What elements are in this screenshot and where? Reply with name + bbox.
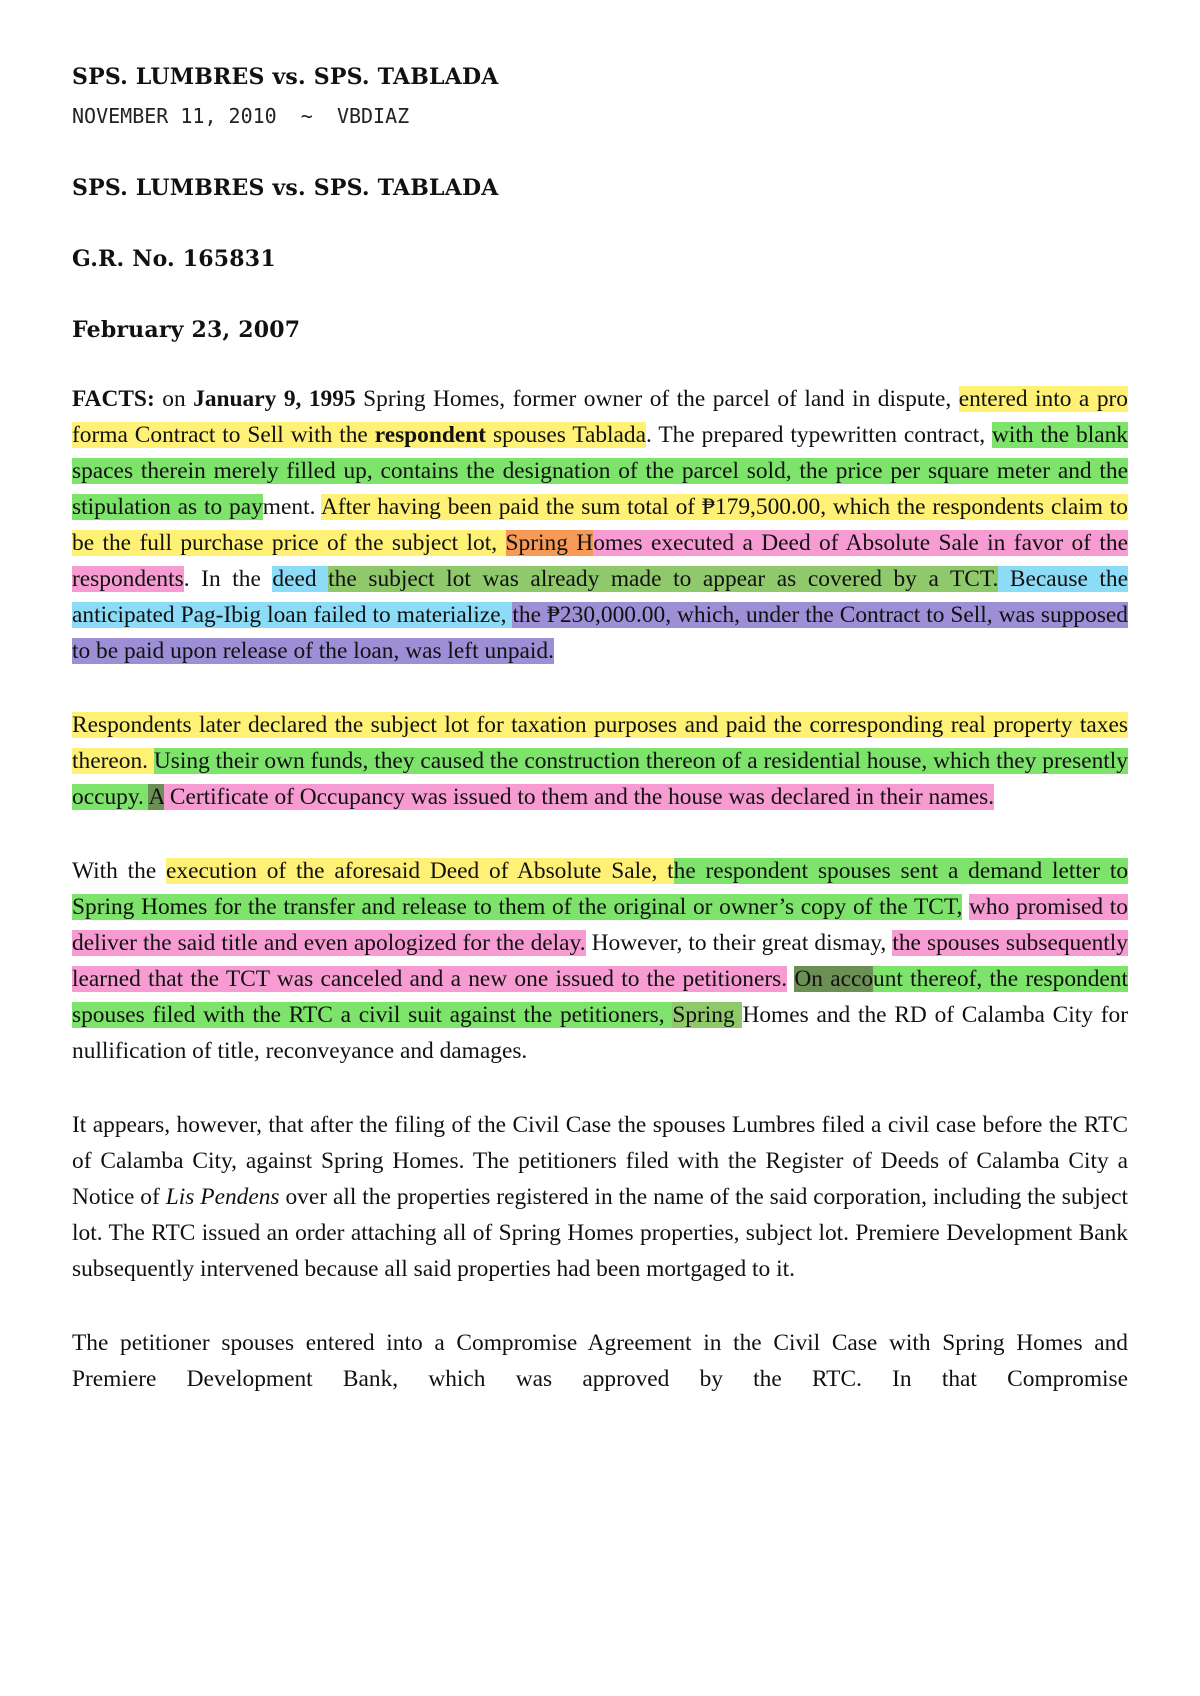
highlight-green: he respondent spouses sent a demand letter to Spring Homes for the transfer and release to them of the original or owner’s copy of the TCT, [72, 858, 1129, 920]
highlight-green: unt thereof, the respondent spouses filed with the RTC a civil suit against the petitioners, [72, 966, 1128, 1028]
highlight-violet: the ₱230,000.00, which, under the Contract to Sell, was supposed to be paid upon release of the loan, was left unpaid. [72, 602, 1128, 664]
highlight-green: Using their own funds, they caused the construction thereon of a residential house, which they presently occupy. [72, 748, 1128, 810]
case-date: February 23, 2007 [72, 317, 301, 343]
post-author: VBDIAZ [336, 104, 410, 128]
facts-paragraph-1 [72, 381, 1128, 669]
text-span: on [154, 386, 194, 412]
text-span: . In the [183, 566, 273, 592]
highlight-yellow: execution of the aforesaid Deed of Absolute Sale, t [166, 858, 674, 884]
text-span: With the [72, 858, 166, 884]
highlight-green: the subject lot was already made to appear as covered by a TCT. [328, 566, 999, 592]
text-span: However, to their great dismay, [585, 930, 893, 956]
highlight-blue: deed [272, 566, 329, 592]
highlight-dark-green: On acco [794, 966, 874, 992]
facts-label: FACTS: [72, 386, 155, 412]
post-separator: ~ [300, 104, 313, 128]
facts-paragraph-4 [72, 1107, 1128, 1287]
italic-term: Lis Pendens [165, 1184, 280, 1210]
text-span: over all the properties registered in the name of the said corporation, including the subject lot. The RTC issued an order attaching all of Spring Homes properties, subject lot. Premiere Development Bank subsequently intervened because all said properties had been mortgaged to it. [72, 1184, 1128, 1282]
highlight-yellow: respondent [374, 422, 487, 448]
case-title: SPS. LUMBRES vs. SPS. TABLADA [72, 175, 499, 201]
highlight-pink: Certificate of Occupancy was issued to them and the house was declared in their names. [164, 784, 995, 810]
post-title: SPS. LUMBRES vs. SPS. TABLADA [72, 64, 499, 90]
post-date: NOVEMBER 11, 2010 [72, 104, 277, 128]
text-span: It appears, however, that after the filing of the Civil Case the spouses Lumbres filed a civil case before the RTC of Calamba City, against Spring Homes. The petitioners filed with the Register of Deeds of Calamba City a Notice of [72, 1112, 1128, 1210]
document-page [72, 62, 1128, 1397]
highlight-blue: Because the anticipated Pag-Ibig loan failed to materialize, [72, 566, 1128, 628]
highlight-yellow: Respondents later declared the subject lot for taxation purposes and paid the corresponding real property taxes thereon. [72, 712, 1128, 774]
highlight-date: January 9, 1995 [193, 386, 356, 412]
highlight-dark-green: A [148, 784, 165, 810]
text-span: Spring Homes, former owner of the parcel of land in dispute, [355, 386, 959, 412]
highlight-yellow: entered into a pro forma Contract to Sell with the [72, 386, 1128, 448]
post-meta [72, 101, 1128, 131]
highlight-orange: Spring H [505, 530, 594, 556]
highlight-yellow: spouses Tablada [486, 422, 647, 448]
text-span: The petitioner spouses entered into a Compromise Agreement in the Civil Case with Spring Homes and Premiere Development Bank, which was approved by the RTC. In that Compromise [72, 1330, 1128, 1392]
case-gr-number: G.R. No. 165831 [72, 246, 276, 272]
highlight-green: with the blank spaces therein merely filled up, contains the designation of the parcel sold, the price per square meter and the stipulation as to pay [72, 422, 1128, 520]
text-span: . The prepared typewritten contract, [646, 422, 992, 448]
text-span: Homes and the RD of Calamba City for nullification of title, reconveyance and damages. [72, 1002, 1129, 1064]
highlight-pink: who promised to deliver the said title and even apologized for the delay. [72, 894, 1128, 956]
highlight-green: Spring [672, 1002, 743, 1028]
facts-paragraph-2 [72, 707, 1128, 815]
highlight-pink: omes executed a Deed of Absolute Sale in favor of the respondents [72, 530, 1128, 592]
facts-paragraph-3 [72, 853, 1128, 1069]
highlight-pink: the spouses subsequently learned that the TCT was canceled and a new one issued to the petitioners. [72, 930, 1128, 992]
facts-paragraph-5 [72, 1325, 1128, 1397]
text-span: ment. [262, 494, 321, 520]
highlight-yellow: After having been paid the sum total of ₱179,500.00, which the respondents claim to be the full purchase price of the subject lot, [72, 494, 1128, 556]
